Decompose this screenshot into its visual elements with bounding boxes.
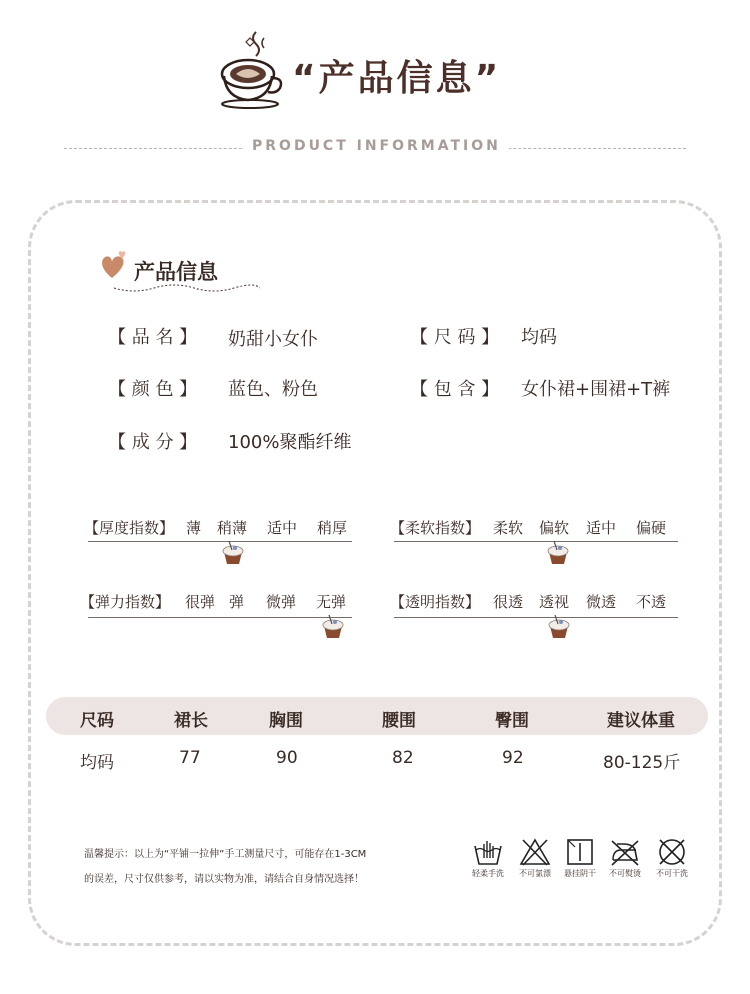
care-item <box>516 838 554 879</box>
index-marker-icon <box>546 614 572 640</box>
index-softness-label: 【柔软指数】 <box>390 519 481 537</box>
table-cell: 92 <box>502 748 524 768</box>
section-title: 产品信息 <box>134 260 218 284</box>
table-header-cell: 建议体重 <box>607 711 675 731</box>
care-item <box>469 838 507 879</box>
info-label-size: 【 尺 码 】 <box>410 327 500 348</box>
no-dry-clean-icon <box>656 838 688 866</box>
info-label-color: 【 颜 色 】 <box>108 379 198 400</box>
table-cell: 80-125斤 <box>603 753 681 773</box>
care-item <box>561 838 599 879</box>
index-thickness-label: 【厚度指数】 <box>84 519 175 537</box>
index-option: 稍厚 <box>317 519 348 537</box>
index-marker-icon <box>320 614 346 640</box>
table-cell: 90 <box>276 748 298 768</box>
info-label-name: 【 品 名 】 <box>108 327 198 348</box>
table-header-cell: 尺码 <box>80 711 114 731</box>
index-option: 不透 <box>636 593 667 611</box>
hand-wash-icon <box>472 838 504 866</box>
no-bleach-icon <box>519 838 551 866</box>
index-option: 微弹 <box>266 593 297 611</box>
index-option: 弹 <box>229 593 245 611</box>
table-header-cell: 裙长 <box>174 711 208 731</box>
table-cell: 均码 <box>80 753 114 773</box>
index-option: 很透 <box>493 593 524 611</box>
info-label-material: 【 成 分 】 <box>108 432 198 453</box>
index-option: 薄 <box>186 519 202 537</box>
index-option: 偏软 <box>539 519 570 537</box>
index-marker-icon <box>220 540 246 566</box>
table-header-cell: 臀围 <box>495 711 529 731</box>
index-option: 透视 <box>539 593 570 611</box>
section-underline <box>112 280 262 296</box>
table-cell: 77 <box>179 748 201 768</box>
coffee-cup-icon <box>218 28 286 110</box>
table-cell: 82 <box>392 748 414 768</box>
index-option: 很弹 <box>185 593 216 611</box>
care-label: 不可熨烫 <box>609 869 641 878</box>
care-label: 不可干洗 <box>656 869 688 878</box>
table-header-cell: 胸围 <box>269 711 303 731</box>
care-item <box>606 838 644 879</box>
index-option: 稍薄 <box>217 519 248 537</box>
index-option: 柔软 <box>493 519 524 537</box>
index-marker-icon <box>545 540 571 566</box>
heart-icon <box>98 250 130 280</box>
index-scale-line <box>88 617 352 618</box>
measure-note-line1: 温馨提示：以上为“平铺一拉伸”手工测量尺寸，可能存在1-3CM <box>84 849 367 860</box>
index-option: 适中 <box>586 519 617 537</box>
info-card <box>28 200 722 946</box>
info-value-name: 奶甜小女仆 <box>228 329 318 350</box>
page-subtitle: PRODUCT INFORMATION <box>244 138 509 154</box>
care-label: 轻柔手洗 <box>472 869 504 878</box>
index-option: 微透 <box>586 593 617 611</box>
info-value-size: 均码 <box>521 327 557 348</box>
care-item <box>653 838 691 879</box>
hang-dry-icon <box>564 838 596 866</box>
page-title: “产品信息” <box>292 58 502 99</box>
index-option: 适中 <box>267 519 298 537</box>
info-label-includes: 【 包 含 】 <box>410 379 500 400</box>
index-scale-line <box>394 617 678 618</box>
index-option: 无弹 <box>316 593 347 611</box>
index-option: 偏硬 <box>636 519 667 537</box>
care-label: 不可氯漂 <box>519 869 551 878</box>
measure-note-line2: 的误差，尺寸仅供参考，请以实物为准，请结合自身情况选择！ <box>84 874 364 885</box>
care-label: 悬挂阴干 <box>564 869 596 878</box>
index-scale-line <box>394 541 678 542</box>
table-header-cell: 腰围 <box>382 711 416 731</box>
info-value-color: 蓝色、粉色 <box>228 379 318 400</box>
info-value-includes: 女仆裙+围裙+T裤 <box>521 379 671 400</box>
index-elasticity-label: 【弹力指数】 <box>80 593 171 611</box>
info-value-material: 100%聚酯纤维 <box>228 432 352 453</box>
index-transparency-label: 【透明指数】 <box>390 593 481 611</box>
no-iron-icon <box>609 838 641 866</box>
